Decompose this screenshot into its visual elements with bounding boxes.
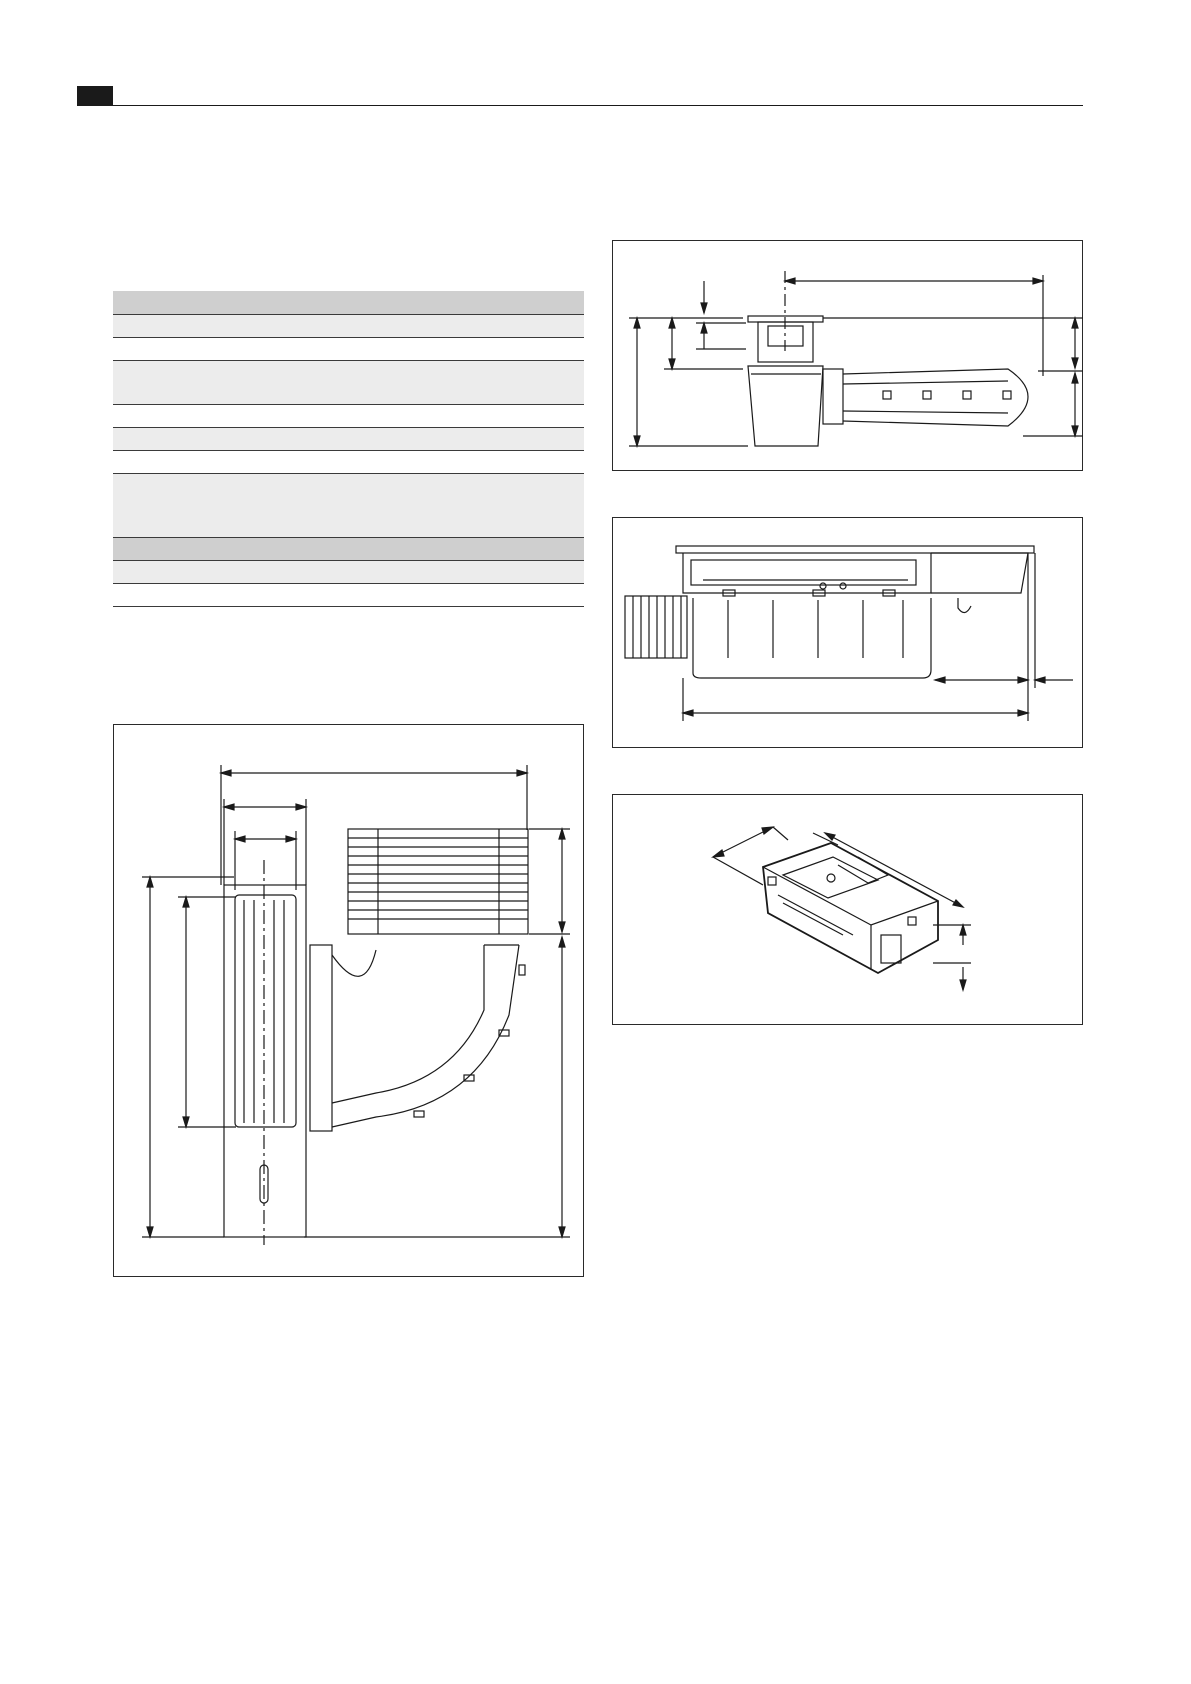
table-row — [113, 361, 584, 405]
side-section-drawing — [613, 241, 1084, 472]
front-section-figure — [612, 517, 1083, 748]
table-row — [113, 584, 584, 607]
table-row — [113, 451, 584, 474]
table-row — [113, 561, 584, 584]
table-row — [113, 315, 584, 338]
section-marker — [77, 86, 113, 105]
table-row — [113, 474, 584, 538]
table-row — [113, 405, 584, 428]
table-header-row — [113, 538, 584, 561]
header-rule — [77, 105, 1083, 106]
front-section-drawing — [613, 518, 1084, 749]
table-row — [113, 338, 584, 361]
top-view-drawing — [114, 725, 585, 1278]
table-header-row — [113, 291, 584, 315]
side-section-figure — [612, 240, 1083, 471]
table-row — [113, 428, 584, 451]
isometric-figure — [612, 794, 1083, 1025]
isometric-drawing — [613, 795, 1084, 1026]
top-view-figure — [113, 724, 584, 1277]
